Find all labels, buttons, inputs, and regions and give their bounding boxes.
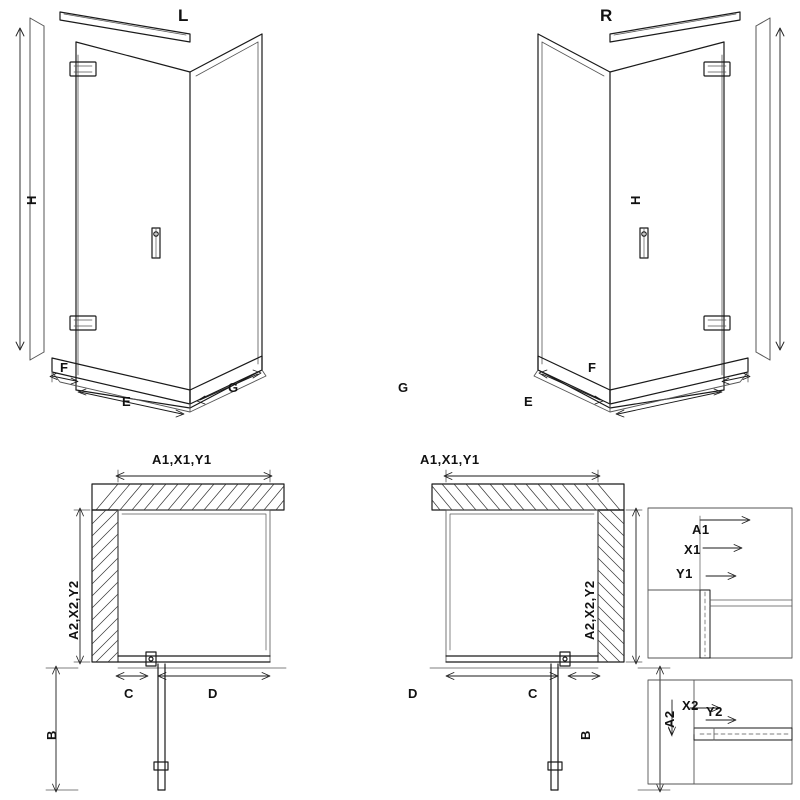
iso-left-dim-g: G — [228, 380, 239, 395]
plan-view-left — [46, 470, 286, 792]
detail-bottom — [648, 680, 792, 784]
plan-view-right — [430, 470, 670, 792]
detail-top-label-a1: A1 — [692, 522, 710, 537]
iso-left-dim-e: E — [122, 394, 132, 409]
iso-view-right — [534, 12, 784, 417]
iso-right-handing-label: R — [600, 6, 613, 25]
detail-bottom-label-a2: A2 — [662, 710, 677, 728]
detail-top — [648, 508, 792, 658]
iso-right-dim-f: F — [588, 360, 597, 375]
plan-left-dim-c: C — [124, 686, 134, 701]
plan-right-dim-c: C — [528, 686, 538, 701]
plan-right-top-label: A1,X1,Y1 — [420, 452, 480, 467]
iso-left-handing-label: L — [178, 6, 189, 25]
plan-left-top-label: A1,X1,Y1 — [152, 452, 212, 467]
iso-right-dim-e: E — [524, 394, 534, 409]
detail-top-label-y1: Y1 — [676, 566, 693, 581]
detail-bottom-label-y2: Y2 — [706, 704, 723, 719]
iso-left-dim-f: F — [60, 360, 69, 375]
plan-left-depth-label: B — [44, 730, 59, 740]
plan-left-side-label: A2,X2,Y2 — [66, 580, 81, 640]
plan-right-depth-label: B — [578, 730, 593, 740]
iso-right-height-label: H — [628, 195, 643, 205]
iso-right-dim-g: G — [398, 380, 409, 395]
detail-bottom-label-x2: X2 — [682, 698, 699, 713]
plan-right-dim-d: D — [408, 686, 418, 701]
plan-left-dim-d: D — [208, 686, 218, 701]
iso-left-height-label: H — [24, 195, 39, 205]
plan-right-side-label: A2,X2,Y2 — [582, 580, 597, 640]
detail-top-label-x1: X1 — [684, 542, 701, 557]
iso-view-left — [16, 12, 266, 417]
